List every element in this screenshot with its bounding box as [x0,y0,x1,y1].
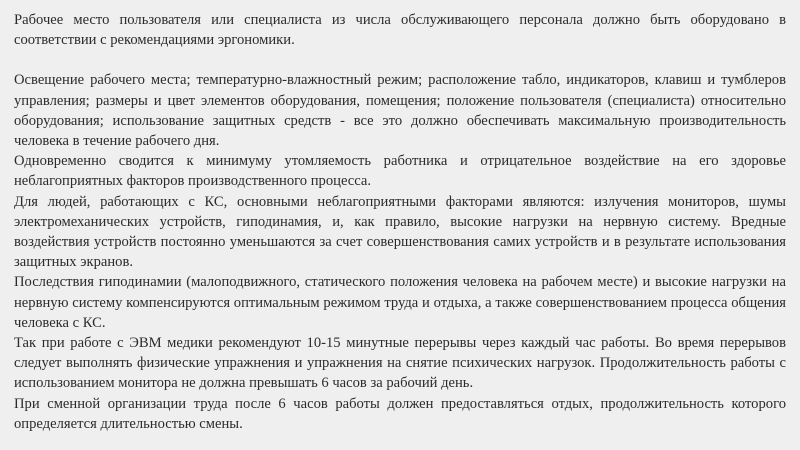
paragraph-workplace-factors: Освещение рабочего места; температурно-влажностный режим; расположение табло, индикаторов, клавиш и тумблеров управления; размеры и цвет элементов оборудования, помещения; положение пользователя (специалиста) относительно оборудования; использование защитных средств - все это должно обеспечивать максимальную производительность человека в течение рабочего дня. [14,72,786,150]
paragraph-workplace-intro: Рабочее место пользователя или специалиста из числа обслуживающего персонала должно быть оборудовано в соответствии с рекомендациями эргономики. [14,12,786,49]
paragraph-shift-work: При сменной организации труда после 6 часов работы должен предоставляться отдых, продолжительность которого определяется длительностью смены. [14,395,786,432]
paragraph-breaks: Так при работе с ЭВМ медики рекомендуют 10-15 минутные перерывы через каждый час работы. Во время перерывов следует выполнять физические упражнения и упражнения на снятие психических нагрузок. Продолжительность работы с использованием монитора не должна превышать 6 часов за рабочий день. [14,335,786,392]
paragraph-fatigue: Одновременно сводится к минимуму утомляемость работника и отрицательное воздействие на его здоровье неблагоприятных факторов производственного процесса. [14,153,786,190]
paragraph-spacer [14,50,786,70]
paragraph-harmful-factors: Для людей, работающих с КС, основными неблагоприятными факторами являются: излучения мониторов, шумы электромеханических устройств, гиподинамия, и, как правило, высокие нагрузки на нервную систему. Вредные воздействия устройств постоянно уменьшаются за счет совершенствования самих устройств и в результате использования защитных экранов. [14,193,786,271]
paragraph-hypodynamia: Последствия гиподинамии (малоподвижного, статического положения человека на рабочем месте) и высокие нагрузки на нервную систему компенсируются оптимальным режимом труда и отдыха, а также совершенствованием процесса общения человека с КС. [14,274,786,331]
document-text [14,10,786,434]
